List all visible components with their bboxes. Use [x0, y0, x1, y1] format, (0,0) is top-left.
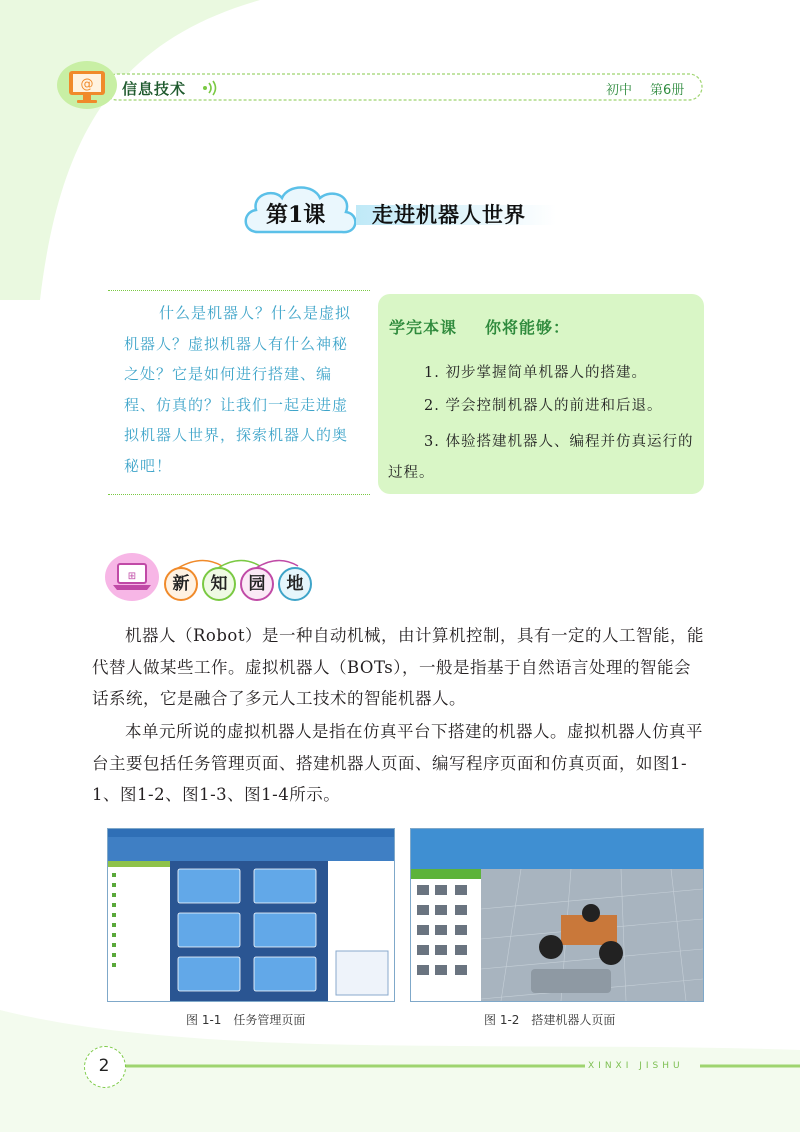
goal-item-1: 1. 初步掌握简单机器人的搭建。 — [424, 365, 647, 381]
volume-label: 第6册 — [650, 83, 685, 98]
lesson-title: 走进机器人世界 — [372, 202, 526, 227]
badge-char-1: 新 — [164, 567, 198, 601]
footer-series-text: XINXI JISHU — [588, 1061, 684, 1071]
signal-icon — [202, 80, 220, 100]
figure-build-robot-screenshot — [410, 828, 704, 1002]
goals-heading-1: 学完本课 — [389, 318, 458, 337]
goal-item-3: 3. 体验搭建机器人、编程并仿真运行的过程。 — [388, 434, 694, 481]
paragraph-1: 机器人（Robot）是一种自动机械，由计算机控制，具有一定的人工智能，能代替人做某些工作。虚拟机器人（BOTs），一般是指基于自然语言处理的智能会话系统，它是融合了多元人工技术的智能机器人。 — [92, 626, 704, 708]
page-number: 2 — [98, 1056, 110, 1076]
book-title: 信息技术 — [122, 80, 187, 98]
header-logo-icon — [56, 60, 118, 110]
svg-text:⊞: ⊞ — [127, 571, 137, 582]
goals-heading-2: 你将能够： — [485, 318, 571, 337]
goal-item-2: 2. 学会控制机器人的前进和后退。 — [424, 398, 663, 414]
grade-label: 初中 — [606, 83, 633, 98]
svg-text:@: @ — [80, 77, 94, 92]
section-laptop-icon — [104, 552, 160, 602]
intro-text: 什么是机器人？什么是虚拟机器人？虚拟机器人有什么神秘之处？它是如何进行搭建、编程、仿真的？让我们一起走进虚拟机器人世界，探索机器人的奥秘吧！ — [124, 304, 352, 475]
paragraph-2: 本单元所说的虚拟机器人是指在仿真平台下搭建的机器人。虚拟机器人仿真平台主要包括任务管理页面、搭建机器人页面、编写程序页面和仿真页面，如图1-1、图1-2、图1-3、图1-4所示。 — [92, 722, 703, 804]
lesson-number: 第1课 — [266, 202, 326, 228]
intro-bottom-border — [108, 494, 370, 495]
badge-char-3: 园 — [240, 567, 274, 601]
intro-top-border — [108, 290, 370, 291]
figure-1-2-caption: 图 1-2 搭建机器人页面 — [484, 1013, 616, 1027]
badge-char-4: 地 — [278, 567, 312, 601]
badge-char-2: 知 — [202, 567, 236, 601]
figure-task-management-screenshot — [107, 828, 395, 1002]
figure-1-1-caption: 图 1-1 任务管理页面 — [186, 1013, 306, 1027]
